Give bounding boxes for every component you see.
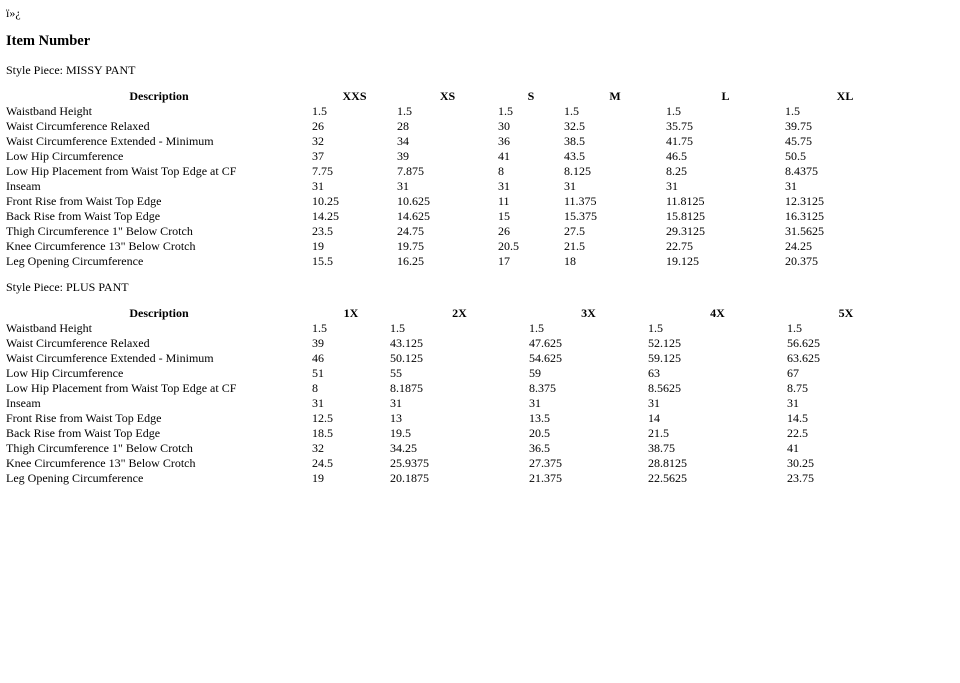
measurement-value: 37 — [312, 149, 324, 163]
measurement-value: 20.5 — [498, 239, 519, 253]
measurement-value: 46 — [312, 351, 324, 365]
measurement-value: 14.25 — [312, 209, 339, 223]
measurement-value: 8 — [498, 164, 504, 178]
measurement-value: 15.5 — [312, 254, 333, 268]
measurement-value: 25.9375 — [390, 456, 429, 470]
measurement-description: Waist Circumference Relaxed — [6, 336, 150, 350]
measurement-value: 36 — [498, 134, 510, 148]
table-header-row — [6, 89, 905, 104]
measurement-value: 7.75 — [312, 164, 333, 178]
measurement-value: 26 — [498, 224, 510, 238]
measurement-value: 19.125 — [666, 254, 699, 268]
measurement-description: Back Rise from Waist Top Edge — [6, 426, 161, 440]
measurement-value: 8.75 — [787, 381, 808, 395]
measurement-description: Inseam — [6, 179, 41, 193]
measurement-value: 59 — [529, 366, 541, 380]
measurement-value: 21.375 — [529, 471, 562, 485]
measurement-value: 34 — [397, 134, 409, 148]
measurement-value: 1.5 — [564, 104, 579, 118]
measurement-value: 41 — [498, 149, 510, 163]
measurement-value: 1.5 — [312, 321, 327, 335]
table-row — [6, 456, 905, 471]
measurement-value: 19 — [312, 471, 324, 485]
style-piece-plus-label: Style Piece: PLUS PANT — [6, 280, 129, 294]
table-row — [6, 351, 905, 366]
table-row — [6, 381, 905, 396]
size-header-2x: 2X — [452, 306, 467, 320]
measurement-value: 1.5 — [666, 104, 681, 118]
measurement-description: Front Rise from Waist Top Edge — [6, 194, 162, 208]
measurement-value: 1.5 — [648, 321, 663, 335]
measurement-value: 24.5 — [312, 456, 333, 470]
table-row — [6, 396, 905, 411]
measurement-value: 56.625 — [787, 336, 820, 350]
measurement-value: 43.125 — [390, 336, 423, 350]
measurement-value: 23.75 — [787, 471, 814, 485]
measurement-value: 39 — [397, 149, 409, 163]
measurement-value: 55 — [390, 366, 402, 380]
page-title: Item Number — [6, 33, 91, 49]
table-row — [6, 164, 905, 179]
measurement-value: 13.5 — [529, 411, 550, 425]
measurement-value: 21.5 — [564, 239, 585, 253]
measurement-value: 12.3125 — [785, 194, 824, 208]
measurement-description: Leg Opening Circumference — [6, 254, 144, 268]
measurement-value: 41.75 — [666, 134, 693, 148]
measurement-value: 54.625 — [529, 351, 562, 365]
size-header-m: M — [609, 89, 621, 103]
measurement-description: Back Rise from Waist Top Edge — [6, 209, 161, 223]
measurement-description: Waist Circumference Extended - Minimum — [6, 351, 214, 365]
measurement-value: 31 — [666, 179, 678, 193]
measurement-value: 16.25 — [397, 254, 424, 268]
measurement-value: 31 — [390, 396, 402, 410]
measurement-value: 28.8125 — [648, 456, 687, 470]
measurement-value: 1.5 — [312, 104, 327, 118]
measurement-value: 18.5 — [312, 426, 333, 440]
measurement-value: 11 — [498, 194, 510, 208]
measurement-value: 15.8125 — [666, 209, 705, 223]
measurement-value: 14.625 — [397, 209, 430, 223]
size-header-3x: 3X — [581, 306, 596, 320]
table-row — [6, 471, 905, 486]
table-row — [6, 321, 905, 336]
measurement-value: 30 — [498, 119, 510, 133]
measurement-value: 31 — [787, 396, 799, 410]
measurement-value: 10.25 — [312, 194, 339, 208]
measurement-value: 1.5 — [529, 321, 544, 335]
measurement-value: 31 — [397, 179, 409, 193]
measurement-value: 18 — [564, 254, 576, 268]
table-row — [6, 441, 905, 456]
measurement-description: Front Rise from Waist Top Edge — [6, 411, 162, 425]
measurement-value: 23.5 — [312, 224, 333, 238]
measurement-value: 8.5625 — [648, 381, 681, 395]
measurement-value: 32 — [312, 441, 324, 455]
measurement-value: 31 — [529, 396, 541, 410]
measurement-description: Thigh Circumference 1" Below Crotch — [6, 224, 193, 238]
plus-pant-spec-table — [6, 306, 905, 486]
measurement-value: 35.75 — [666, 119, 693, 133]
measurement-value: 51 — [312, 366, 324, 380]
table-row — [6, 179, 905, 194]
measurement-value: 8.1875 — [390, 381, 423, 395]
table-row — [6, 134, 905, 149]
measurement-value: 20.1875 — [390, 471, 429, 485]
measurement-description: Knee Circumference 13" Below Crotch — [6, 456, 196, 470]
measurement-value: 20.5 — [529, 426, 550, 440]
measurement-value: 21.5 — [648, 426, 669, 440]
table-row — [6, 104, 905, 119]
measurement-value: 50.125 — [390, 351, 423, 365]
measurement-value: 63.625 — [787, 351, 820, 365]
measurement-value: 32.5 — [564, 119, 585, 133]
size-header-l: L — [721, 89, 730, 103]
measurement-value: 67 — [787, 366, 799, 380]
measurement-value: 8 — [312, 381, 318, 395]
measurement-value: 31.5625 — [785, 224, 824, 238]
measurement-value: 45.75 — [785, 134, 812, 148]
size-header-xs: XS — [439, 89, 456, 103]
measurement-value: 22.5625 — [648, 471, 687, 485]
measurement-value: 29.3125 — [666, 224, 705, 238]
measurement-value: 52.125 — [648, 336, 681, 350]
measurement-value: 11.8125 — [666, 194, 705, 208]
measurement-description: Waistband Height — [6, 104, 93, 118]
measurement-value: 59.125 — [648, 351, 681, 365]
measurement-value: 11.375 — [564, 194, 597, 208]
measurement-description: Low Hip Circumference — [6, 366, 124, 380]
measurement-value: 10.625 — [397, 194, 430, 208]
size-header-xl: XL — [836, 89, 854, 103]
measurement-value: 1.5 — [787, 321, 802, 335]
measurement-value: 36.5 — [529, 441, 550, 455]
measurement-value: 30.25 — [787, 456, 814, 470]
measurement-value: 24.25 — [785, 239, 812, 253]
table-row — [6, 426, 905, 441]
table-row — [6, 224, 905, 239]
measurement-value: 31 — [498, 179, 510, 193]
measurement-value: 31 — [564, 179, 576, 193]
measurement-value: 17 — [498, 254, 510, 268]
size-header-1x: 1X — [343, 306, 359, 320]
measurement-description: Waist Circumference Relaxed — [6, 119, 150, 133]
measurement-value: 31 — [312, 396, 324, 410]
measurement-value: 1.5 — [390, 321, 405, 335]
table-row — [6, 194, 905, 209]
table-row — [6, 254, 905, 269]
measurement-value: 32 — [312, 134, 324, 148]
measurement-value: 22.75 — [666, 239, 693, 253]
measurement-value: 38.75 — [648, 441, 675, 455]
table-row — [6, 366, 905, 381]
missy-pant-spec-table — [6, 89, 905, 269]
size-header-5x: 5X — [838, 306, 854, 320]
measurement-value: 27.375 — [529, 456, 562, 470]
measurement-value: 50.5 — [785, 149, 806, 163]
measurement-value: 1.5 — [498, 104, 513, 118]
measurement-value: 26 — [312, 119, 324, 133]
measurement-value: 39.75 — [785, 119, 812, 133]
measurement-value: 31 — [312, 179, 324, 193]
measurement-value: 1.5 — [397, 104, 412, 118]
size-header-xxs: XXS — [342, 89, 367, 103]
measurement-description: Knee Circumference 13" Below Crotch — [6, 239, 196, 253]
style-piece-missy-label: Style Piece: MISSY PANT — [6, 63, 136, 77]
measurement-value: 1.5 — [785, 104, 800, 118]
measurement-value: 20.375 — [785, 254, 818, 268]
measurement-value: 47.625 — [529, 336, 562, 350]
size-header-4x: 4X — [710, 306, 725, 320]
measurement-value: 8.125 — [564, 164, 591, 178]
measurement-description: Waistband Height — [6, 321, 93, 335]
measurement-description: Low Hip Placement from Waist Top Edge at CF — [6, 381, 237, 395]
measurement-description: Low Hip Circumference — [6, 149, 124, 163]
measurement-value: 28 — [397, 119, 409, 133]
measurement-value: 24.75 — [397, 224, 424, 238]
measurement-value: 43.5 — [564, 149, 585, 163]
table-row — [6, 149, 905, 164]
measurement-value: 27.5 — [564, 224, 585, 238]
measurement-value: 39 — [312, 336, 324, 350]
measurement-description: Thigh Circumference 1" Below Crotch — [6, 441, 193, 455]
measurement-value: 22.5 — [787, 426, 808, 440]
measurement-value: 14 — [648, 411, 660, 425]
measurement-value: 46.5 — [666, 149, 687, 163]
measurement-value: 15.375 — [564, 209, 597, 223]
measurement-description: Waist Circumference Extended - Minimum — [6, 134, 214, 148]
measurement-value: 8.25 — [666, 164, 687, 178]
measurement-value: 31 — [785, 179, 797, 193]
measurement-description: Low Hip Placement from Waist Top Edge at CF — [6, 164, 237, 178]
measurement-value: 15 — [498, 209, 510, 223]
measurement-value: 7.875 — [397, 164, 424, 178]
description-header: Description — [129, 306, 189, 320]
table-row — [6, 336, 905, 351]
table-row — [6, 119, 905, 134]
measurement-value: 31 — [648, 396, 660, 410]
measurement-value: 34.25 — [390, 441, 417, 455]
measurement-description: Inseam — [6, 396, 41, 410]
measurement-value: 63 — [648, 366, 660, 380]
bom-artifact-text: ï»¿ — [6, 6, 21, 20]
measurement-value: 19 — [312, 239, 324, 253]
table-row — [6, 239, 905, 254]
measurement-value: 13 — [390, 411, 402, 425]
measurement-description: Leg Opening Circumference — [6, 471, 144, 485]
table-header-row — [6, 306, 905, 321]
measurement-value: 8.375 — [529, 381, 556, 395]
measurement-value: 8.4375 — [785, 164, 818, 178]
measurement-value: 16.3125 — [785, 209, 824, 223]
table-row — [6, 209, 905, 224]
description-header: Description — [129, 89, 189, 103]
measurement-value: 14.5 — [787, 411, 808, 425]
measurement-value: 41 — [787, 441, 799, 455]
size-header-s: S — [527, 89, 535, 103]
measurement-value: 12.5 — [312, 411, 333, 425]
measurement-value: 38.5 — [564, 134, 585, 148]
table-row — [6, 411, 905, 426]
measurement-value: 19.5 — [390, 426, 411, 440]
measurement-value: 19.75 — [397, 239, 424, 253]
